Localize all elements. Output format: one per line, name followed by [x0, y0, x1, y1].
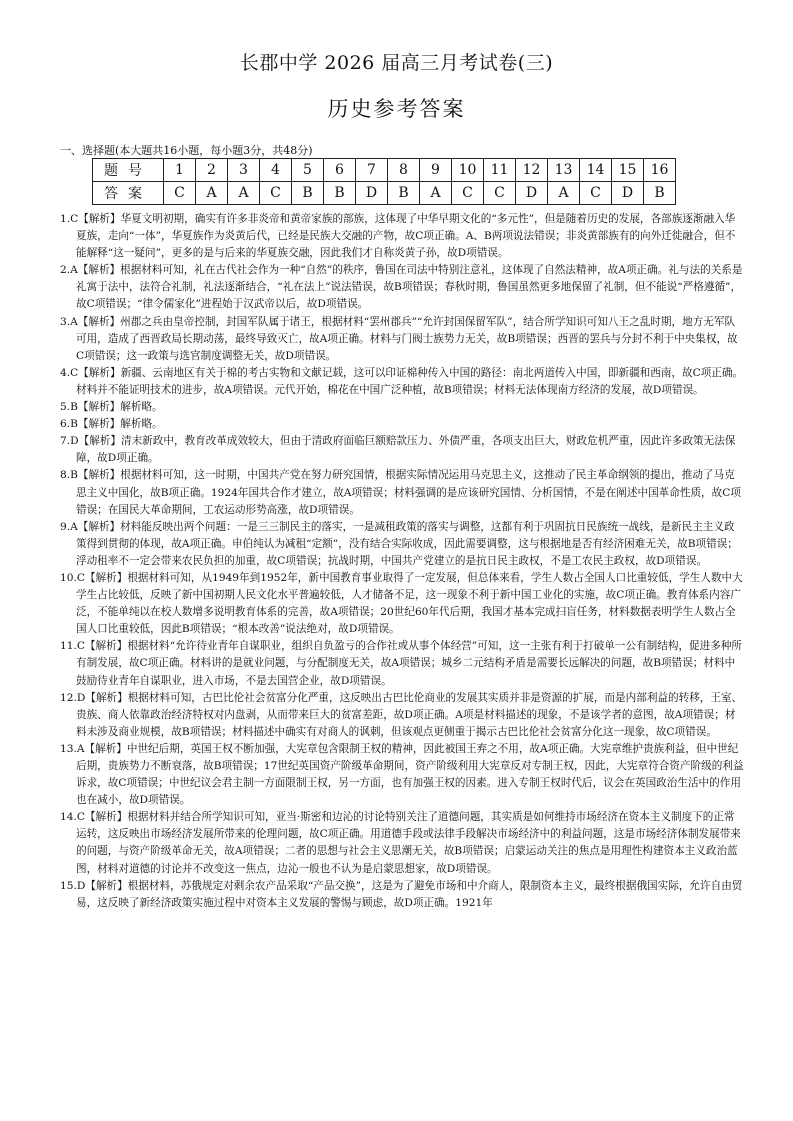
question-number-cell: 8: [388, 159, 420, 182]
answer-cell: A: [228, 182, 260, 205]
item-text: A【解析】中世纪后期，英国王权不断加强，大宪章包含限制王权的精神，因此被国王弃之不用，故A项正确。大宪章维护贵族利益，但中世纪后期，贵族势力不断衰落，故B项错误；17世纪英国资产阶级革命期间，资产阶级利用大宪章反对专制王权，因此，大宪章符合资产阶级的利益诉求，故C项错误；中世纪议会君主制一方面限制王权，另一方面，也有加强王权的因素。进入专制王权时代后，议会在英国政治生活中的作用也在减小，故D项错误。: [76, 742, 744, 807]
explanation-item: [60, 570, 745, 638]
item-number: 3.: [60, 315, 71, 328]
item-text: D【解析】清末新政中，教育改革成效较大，但由于清政府面临巨额赔款压力、外债严重，各项支出巨大，财政危机严重，因此许多政策无法保障，故D项正确。: [70, 435, 736, 465]
item-number: 13.: [60, 742, 77, 755]
question-number-cell: 2: [196, 159, 228, 182]
answer-cell: A: [196, 182, 228, 205]
page-title: 长郡中学 2026 届高三月考试卷(三): [239, 52, 554, 74]
item-text: C【解析】根据材料并结合所学知识可知，亚当·斯密和边沁的讨论特别关注了道德问题，其实质是如何维持市场经济在资本主义制度下的正常运转，这反映出市场经济发展所带来的伦理问题，故C项正确。用道德手段或法律手段解决市场经济中的利益问题，这是市场经济体制发展带来的问题，与资产阶级革命无关，故A项错误；二者的思想与社会主义思潮无关，故B项错误；启蒙运动关注的焦点是用理性构建资本主义政治蓝图，材料对道德的讨论并不改变这一焦点，边沁一般也不认为是启蒙思想家，故D项错误。: [76, 811, 741, 875]
explanation-item: [60, 211, 745, 262]
row-label-answer: 答案: [93, 182, 164, 205]
item-number: 6.: [60, 418, 71, 431]
question-number-row: [93, 159, 676, 182]
question-number-cell: 10: [452, 159, 484, 182]
explanation-item: [60, 690, 745, 741]
item-number: 11.: [60, 640, 77, 653]
question-number-cell: 11: [484, 159, 516, 182]
item-text: C【解析】新疆、云南地区有关于棉的考古实物和文献记载，这可以印证棉种传入中国的路径：南北两道传入中国，即新疆和西南，故C项正确。材料并不能证明技术的进步，故A项错误。元代开始，棉花在中国广泛种植，故B项错误；材料无法体现南方经济的发展，故D项错误。: [70, 366, 744, 396]
answer-cell: D: [356, 182, 388, 205]
explanation-item: [60, 314, 745, 365]
explanation-item: [60, 878, 745, 912]
item-text: C【解析】根据材料可知，从1949年到1952年，新中国教育事业取得了一定发展，但总体来看，学生人数占全国人口比重较低，学生人数中大学生占比较低，反映了新中国初期人民文化水平普遍较低，人才储备不足，这一现象不利于新中国工业化的实施，故C项正确。教育体系内容广泛，不能单纯以在校人数增多说明教育体系的完善，故A项错误；20世纪60年代后期，我国才基本完成扫盲任务，材料数据表明学生人数占全国人口比重较低，因此B项错误；“根本改善”说法绝对，故D项错误。: [76, 571, 743, 636]
question-number-cell: 7: [356, 159, 388, 182]
explanation-item: [60, 519, 745, 570]
answer-cell: B: [324, 182, 356, 205]
answer-cell: C: [484, 182, 516, 205]
answer-cell: B: [292, 182, 324, 205]
item-number: 4.: [60, 366, 71, 379]
item-text: D【解析】根据材料可知，古巴比伦社会贫富分化严重，这反映出古巴比伦商业的发展其实质并非是资源的扩展，而是内部利益的转移，王室、贵族、商人依靠政治经济特权对内盘剥，从而带来巨大的贫富差距，故D项正确。A项是材料描述的现象，不是该学者的意图，故A项错误；材料未涉及商业规模，故B项错误；材料描述中确实有对商人的讽刺，但该观点更侧重于揭示古巴比伦社会贫富分化这一现象，故C项错误。: [76, 691, 743, 738]
row-label-question: 题号: [93, 159, 164, 182]
item-text: A【解析】材料能反映出两个问题：一是三三制民主的落实，一是减租政策的落实与调整，这都有利于巩固抗日民族统一战线，是新民主主义政策得到贯彻的体现，故A项正确。申伯纯认为减租“定额”，没有结合实际收成，因此需要调整，这与根据地是否有经济困难无关，故B项错误；浮动租率不一定会带来农民负担的加重，故C项错误；抗战时期，中国共产党建立的是抗日民主政权，不是工农民主政权，故D项错误。: [70, 520, 738, 567]
question-number-cell: 14: [580, 159, 612, 182]
answer-cell: A: [548, 182, 580, 205]
answer-table: [92, 158, 676, 205]
explanation-item: [60, 638, 745, 689]
explanation-list: [60, 211, 745, 912]
explanation-item: [60, 365, 745, 399]
item-number: 8.: [60, 469, 71, 482]
explanation-item: [60, 467, 745, 518]
section-heading: 一、选择题(本大题共16小题，每小题3分，共48分): [60, 144, 313, 157]
item-number: 15.: [60, 879, 77, 892]
answer-cell: B: [388, 182, 420, 205]
answer-cell: D: [516, 182, 548, 205]
item-text: A【解析】根据材料可知，礼在古代社会作为一种“自然”的秩序，鲁国在司法中特别注意礼，这体现了自然法精神，故A项正确。礼与法的关系是礼寓于法中，法符合礼制，礼法逐渐结合，“礼在法上”说法错误，故B项错误；春秋时期，鲁国虽然更多地保留了礼制，但不能说“严格遵循”，故C项错误；“律令儒家化”进程始于汉武帝以后，故D项错误。: [70, 264, 743, 311]
item-text: B【解析】解析略。: [70, 418, 163, 431]
question-number-cell: 1: [164, 159, 196, 182]
question-number-cell: 5: [292, 159, 324, 182]
answer-cell: B: [644, 182, 676, 205]
explanation-item: [60, 399, 745, 416]
item-text: B【解析】解析略。: [70, 401, 163, 414]
item-text: C【解析】根据材料“允许待业青年自谋职业，组织自负盈亏的合作社或从事个体经营”可知，这一主张有利于打破单一公有制结构，促进多种所有制发展，故C项正确。材料讲的是就业问题，与分配制度无关，故A项错误；城乡二元结构矛盾是需要长远解决的问题，故B项错误；材料中鼓励待业青年自谋职业，进入市场，不是去国营企业，故D项错误。: [76, 640, 743, 687]
question-number-cell: 4: [260, 159, 292, 182]
answer-cell: C: [452, 182, 484, 205]
explanation-item: [60, 416, 745, 433]
item-number: 9.: [60, 520, 71, 533]
item-text: C【解析】华夏文明初期，确实有许多非炎帝和黄帝家族的部族，这体现了中华早期文化的“多元性”，但是随着历史的发展，各部族逐渐融入华夏族，走向“一体”，华夏族作为炎黄后代，已经是民族大交融的产物，故C项正确。A、B两项说法错误；非炎黄部族有的向外迁徙融合，但不能解释“这一疑问”，更多的是与后来的华夏族交融，因此我们才自称炎黄子孙，故D项错误。: [70, 213, 736, 260]
item-text: B【解析】根据材料可知，这一时期，中国共产党在努力研究国情，根据实际情况运用马克思主义，这推动了民主革命纲领的提出，推动了马克思主义中国化，故B项正确。1924年国共合作才建立，故A项错误；材料强调的是应该研究国情、分析国情，不是在阐述中国革命性质，故C项错误；在国民大革命期间，工农运动形势高涨，故D项错误。: [70, 469, 741, 516]
answer-row: [93, 182, 676, 205]
item-number: 5.: [60, 401, 71, 414]
question-number-cell: 15: [612, 159, 644, 182]
explanation-item: [60, 741, 745, 809]
answer-cell: C: [260, 182, 292, 205]
question-number-cell: 9: [420, 159, 452, 182]
answer-cell: C: [164, 182, 196, 205]
explanation-item: [60, 809, 745, 877]
question-number-cell: 13: [548, 159, 580, 182]
item-number: 1.: [60, 213, 71, 225]
item-number: 10.: [60, 571, 77, 584]
answer-cell: C: [580, 182, 612, 205]
item-text: A【解析】州郡之兵由皇帝控制，封国军队属于诸王，根据材料“罢州郡兵”“允许封国保留军队”，结合所学知识可知八王之乱时期，地方无军队可用，造成了西晋政局长期动荡，最终导致灭亡，故A项正确。材料与门阀士族势力无关，故B项错误；西晋的罢兵与分封不利于中央集权，故C项错误；这一政策与选官制度调整无关，故D项错误。: [70, 315, 738, 362]
item-number: 2.: [60, 264, 71, 277]
item-number: 14.: [60, 811, 77, 824]
explanation-item: [60, 262, 745, 313]
question-number-cell: 12: [516, 159, 548, 182]
item-text: D【解析】根据材料，苏俄规定对剩余农产品采取“产品交换”，这是为了避免市场和中介商人，限制资本主义，最终根据俄国实际，允许自由贸易，这反映了新经济政策实施过程中对资本主义发展的警惕与顾虑，故D项正确。1921年: [76, 879, 743, 909]
question-number-cell: 6: [324, 159, 356, 182]
answer-cell: A: [420, 182, 452, 205]
question-number-cell: 16: [644, 159, 676, 182]
page-subtitle: 历史参考答案: [327, 97, 466, 121]
explanation-item: [60, 433, 745, 467]
item-number: 12.: [60, 691, 77, 704]
item-number: 7.: [60, 435, 71, 448]
question-number-cell: 3: [228, 159, 260, 182]
answer-cell: D: [612, 182, 644, 205]
